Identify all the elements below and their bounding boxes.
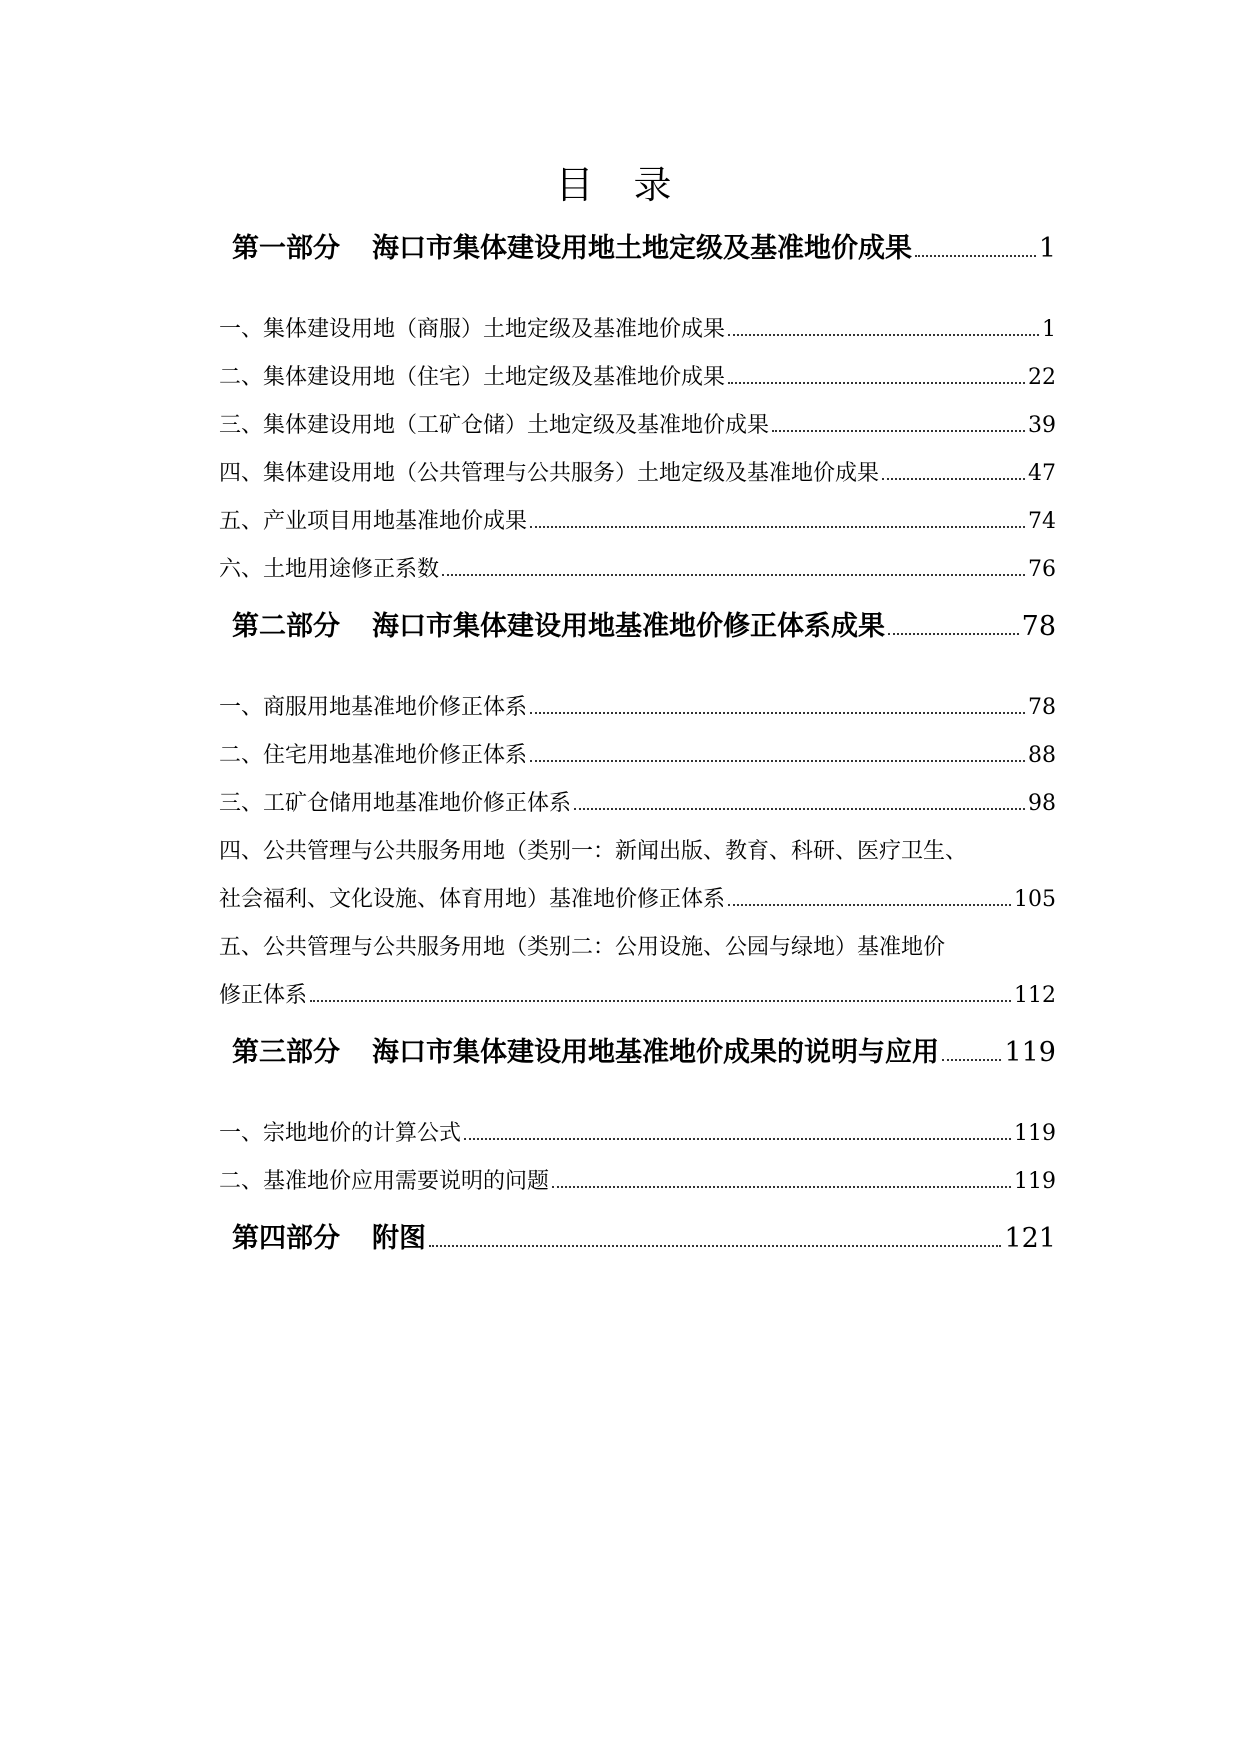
toc-part-4[interactable] [232,1216,1056,1255]
part-number: 第二部分 [232,611,340,642]
dot-leader [310,1000,1011,1002]
toc-item-3-1[interactable] [219,1116,1056,1147]
page-number: 119 [1014,1121,1056,1146]
page-number: 1 [1042,317,1056,342]
toc-title: 目 录 [555,163,686,207]
toc-item-1-4[interactable] [219,456,1056,487]
part-title: 海口市集体建设用地基准地价修正体系成果 [372,611,885,642]
page-number: 88 [1028,743,1056,768]
toc-item-1-6[interactable] [219,552,1056,583]
page-number: 39 [1028,413,1056,438]
part-number: 第一部分 [232,233,340,264]
page-number: 105 [1014,887,1056,912]
toc-item-2-4-line1[interactable]: 四、公共管理与公共服务用地（类别一：新闻出版、教育、科研、医疗卫生、 [219,839,968,864]
toc-item-1-1[interactable] [219,312,1056,343]
dot-leader [574,808,1025,810]
dot-leader [429,1245,1001,1247]
toc-item-1-2[interactable] [219,360,1056,391]
toc-item-1-3[interactable] [219,408,1056,439]
dot-leader [942,1059,1001,1061]
page-number: 119 [1014,1169,1056,1194]
item-label: 一、宗地地价的计算公式 [219,1121,462,1146]
part-number: 第四部分 [232,1223,340,1254]
dot-leader [464,1138,1011,1140]
item-label: 一、商服用地基准地价修正体系 [219,695,528,720]
toc-item-1-5[interactable] [219,504,1056,535]
item-label: 二、基准地价应用需要说明的问题 [219,1169,550,1194]
dot-leader [728,334,1039,336]
toc-part-3[interactable] [232,1030,1056,1069]
toc-item-2-1[interactable] [219,690,1056,721]
item-label: 六、土地用途修正系数 [219,557,440,582]
item-label: 二、住宅用地基准地价修正体系 [219,743,528,768]
page-number: 119 [1004,1037,1056,1068]
dot-leader [530,712,1025,714]
part-title: 海口市集体建设用地基准地价成果的说明与应用 [372,1037,939,1068]
item-label: 四、集体建设用地（公共管理与公共服务）土地定级及基准地价成果 [219,461,880,486]
page-number: 78 [1028,695,1056,720]
toc-item-3-2[interactable] [219,1164,1056,1195]
toc-item-2-3[interactable] [219,786,1056,817]
item-label: 五、产业项目用地基准地价成果 [219,509,528,534]
page-number: 74 [1028,509,1056,534]
toc-part-1[interactable] [232,226,1056,265]
dot-leader [552,1186,1011,1188]
item-label: 一、集体建设用地（商服）土地定级及基准地价成果 [219,317,726,342]
dot-leader [442,574,1025,576]
toc-item-2-2[interactable] [219,738,1056,769]
item-label: 三、集体建设用地（工矿仓储）土地定级及基准地价成果 [219,413,770,438]
page-number: 22 [1028,365,1056,390]
page-number: 121 [1004,1223,1056,1254]
dot-leader [888,633,1019,635]
dot-leader [728,904,1011,906]
toc-item-2-4[interactable] [219,882,1056,913]
toc-part-2[interactable] [232,604,1056,643]
page-number: 1 [1038,233,1056,264]
part-title: 附图 [372,1223,426,1254]
dot-leader [728,382,1025,384]
dot-leader [772,430,1025,432]
part-number: 第三部分 [232,1037,340,1068]
page-number: 112 [1014,983,1056,1008]
item-label: 二、集体建设用地（住宅）土地定级及基准地价成果 [219,365,726,390]
page-number: 98 [1028,791,1056,816]
part-title: 海口市集体建设用地土地定级及基准地价成果 [372,233,912,264]
dot-leader [915,255,1036,257]
toc-item-2-5[interactable] [219,978,1056,1009]
dot-leader [530,526,1025,528]
item-label: 三、工矿仓储用地基准地价修正体系 [219,791,572,816]
page-number: 78 [1021,611,1056,642]
page-number: 76 [1028,557,1056,582]
dot-leader [882,478,1025,480]
item-label: 修正体系 [219,983,308,1008]
page-number: 47 [1028,461,1056,486]
dot-leader [530,760,1025,762]
toc-item-2-5-line1[interactable]: 五、公共管理与公共服务用地（类别二：公用设施、公园与绿地）基准地价 [219,935,946,960]
item-label: 社会福利、文化设施、体育用地）基准地价修正体系 [219,887,726,912]
